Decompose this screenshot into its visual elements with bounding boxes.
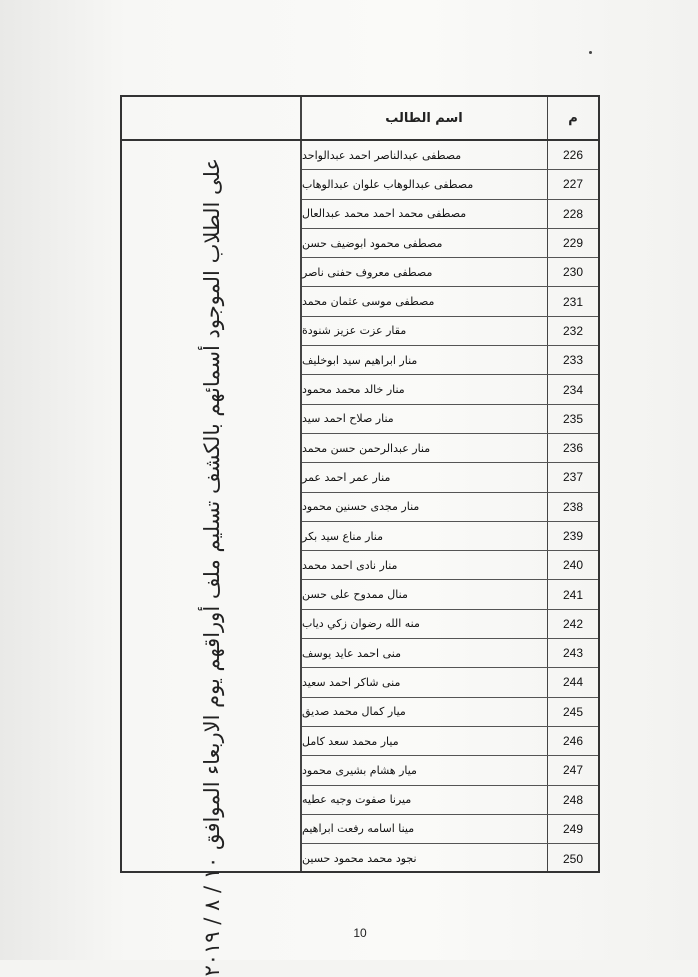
table-row (302, 580, 598, 609)
note-cell (122, 141, 302, 977)
table-row (302, 493, 598, 522)
row-number: 231 (562, 294, 584, 309)
row-number: 248 (562, 792, 584, 807)
row-number: 229 (562, 236, 584, 251)
table-row (302, 844, 598, 873)
student-name: مصطفى عبدالوهاب علوان عبدالوهاب (302, 177, 474, 191)
row-number: 242 (562, 616, 584, 631)
row-number: 243 (562, 646, 584, 661)
student-name: منار مجدى حسنين محمود (302, 500, 420, 514)
student-name: منار مناع سيد بكر (302, 529, 384, 543)
speck-mark (589, 51, 592, 54)
table-row (302, 639, 598, 668)
student-name: مصطفى محمود ابوضيف حسن (302, 236, 443, 250)
table-body (302, 141, 598, 871)
student-name: منار عمر احمد عمر (302, 470, 391, 484)
row-number: 234 (562, 382, 584, 397)
table-row (302, 170, 598, 199)
table-row (302, 668, 598, 697)
table-row (302, 287, 598, 316)
row-number: 246 (562, 734, 584, 749)
student-name: منار خالد محمد محمود (302, 383, 405, 397)
row-number: 237 (562, 470, 584, 485)
student-name: مصطفى موسى عثمان محمد (302, 295, 435, 309)
table-row (302, 610, 598, 639)
row-number: 241 (562, 587, 584, 602)
table-row (302, 815, 598, 844)
header-number: م (568, 110, 578, 126)
row-number: 232 (562, 323, 584, 338)
table-row (302, 405, 598, 434)
row-number: 244 (562, 675, 584, 690)
row-number: 245 (562, 704, 584, 719)
student-name: منار صلاح احمد سيد (302, 412, 394, 426)
header-student-name: اسم الطالب (385, 110, 463, 126)
row-number: 247 (562, 763, 584, 778)
table-row (302, 317, 598, 346)
row-number: 250 (562, 851, 584, 866)
table-row (302, 434, 598, 463)
student-name: مينا اسامه رفعت ابراهيم (302, 822, 415, 836)
student-name: ميار هشام بشيرى محمود (302, 763, 417, 777)
row-number: 249 (562, 821, 584, 836)
table-row (302, 522, 598, 551)
student-name: مقار عزت عزيز شنودة (302, 324, 407, 338)
student-name: مصطفى عبدالناصر احمد عبدالواحد (302, 148, 462, 162)
student-name: ميار كمال محمد صديق (302, 705, 406, 719)
student-name: ميار محمد سعد كامل (302, 734, 399, 748)
row-number: 228 (562, 206, 584, 221)
table-row (302, 756, 598, 785)
table-row (302, 551, 598, 580)
row-number: 233 (562, 353, 584, 368)
row-number: 239 (562, 529, 584, 543)
table-row (302, 727, 598, 756)
student-name: منار نادى احمد محمد (302, 558, 398, 572)
row-number: 226 (562, 148, 584, 163)
table-row (302, 229, 598, 258)
student-name: منى شاكر احمد سعيد (302, 675, 401, 689)
student-name: مصطفى معروف حفنى ناصر (302, 265, 433, 279)
handwritten-note: على الطلاب الموجود أسمائهم بالكشف تسليم ملف أوراقهم يوم الاربعاء الموافق ١٠ / ٨ / ٢٠١٩ (200, 158, 224, 977)
student-name: منى احمد عايد يوسف (302, 646, 401, 660)
row-number: 236 (562, 441, 584, 456)
table-header (122, 97, 598, 141)
student-name: منار ابراهيم سيد ابوخليف (302, 353, 418, 367)
table-row (302, 786, 598, 815)
table-row (302, 375, 598, 404)
row-number: 240 (562, 558, 584, 573)
student-name: منال ممدوح على حسن (302, 588, 408, 602)
student-name: منه الله رضوان زكي دياب (302, 617, 420, 631)
row-number: 238 (562, 499, 584, 514)
row-number: 235 (562, 411, 584, 426)
student-name: منار عبدالرحمن حسن محمد (302, 441, 431, 455)
table-row (302, 698, 598, 727)
student-name: ميرنا صفوت وجيه عطيه (302, 793, 412, 807)
table-row (302, 258, 598, 287)
row-number: 230 (562, 265, 584, 280)
table-row (302, 200, 598, 229)
row-number: 227 (562, 177, 584, 192)
student-name: نجود محمد محمود حسين (302, 852, 417, 866)
student-name: مصطفى محمد احمد محمد عبدالعال (302, 207, 467, 221)
table-row (302, 463, 598, 492)
table-row (302, 346, 598, 375)
page-number: 10 (353, 926, 367, 940)
table-row (302, 141, 598, 170)
